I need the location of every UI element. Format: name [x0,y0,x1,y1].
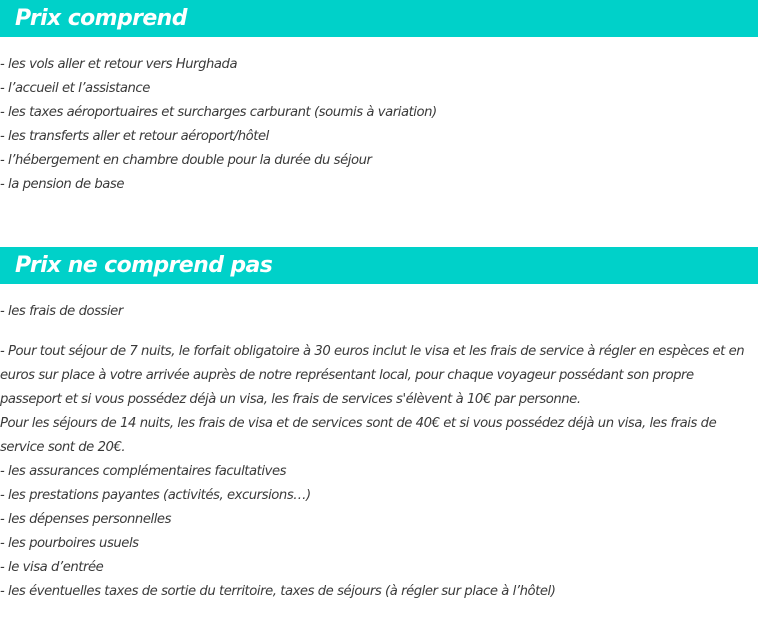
paragraph-line: passeport et si vous possédez déjà un visa, les frais de services s'élèvent à 10€ par personne. [0,392,581,407]
list-item: - les vols aller et retour vers Hurghada [0,57,238,72]
list-item: - les pourboires usuels [0,536,139,551]
paragraph-line: - Pour tout séjour de 7 nuits, le forfait obligatoire à 30 euros inclut le visa et les frais de service à régler en espèces et en [0,344,745,359]
not-included-list [0,460,555,604]
list-item: - les éventuelles taxes de sortie du territoire, taxes de séjours (à régler sur place à l’hôtel) [0,584,556,599]
section-title-included: Prix comprend [15,6,187,31]
section-header-included [0,0,758,37]
list-item: - le visa d’entrée [0,560,104,575]
list-item: - les taxes aéroportuaires et surcharges carburant (soumis à variation) [0,105,437,120]
visa-fees-paragraph [0,340,750,460]
section-title-not-included: Prix ne comprend pas [15,253,273,278]
included-list [0,53,437,197]
section-header-not-included [0,247,758,284]
list-item: - les dépenses personnelles [0,512,172,527]
list-item: - les frais de dossier [0,304,123,319]
list-item: - l’hébergement en chambre double pour la durée du séjour [0,153,372,168]
paragraph-line: Pour les séjours de 14 nuits, les frais de visa et de services sont de 40€ et si vous possédez déjà un visa, les frais de [0,416,717,431]
list-item: - les transferts aller et retour aéroport/hôtel [0,129,269,144]
list-item: - les assurances complémentaires facultatives [0,464,287,479]
list-item: - la pension de base [0,177,124,192]
list-item: - les prestations payantes (activités, excursions…) [0,488,311,503]
list-item: - l’accueil et l’assistance [0,81,150,96]
paragraph-line: euros sur place à votre arrivée auprès de notre représentant local, pour chaque voyageur possédant son propre [0,368,694,383]
not-included-first-item [0,300,123,324]
paragraph-line: service sont de 20€. [0,440,126,455]
